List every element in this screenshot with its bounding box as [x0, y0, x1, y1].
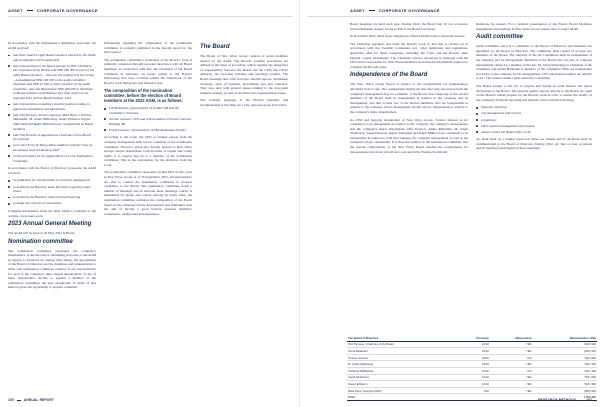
cell-presence: 10/10 [457, 361, 490, 368]
the-board-heading: The Board [200, 44, 230, 50]
paragraph: The Chairman organises and leads the Board's work so that this is carried out in accordance with the Swedish Companies Act, other legislation and regulations, applicable rules for listed companies, including the Code, and the Board's other internal control instruments. The Chairman follows operations in dialogue with the CEO and is responsible for other Board members receiving the information required to complete the Board's tasks. [350, 41, 468, 69]
committee-members-list [104, 106, 192, 132]
cell-remuneration: YES, 640 [533, 354, 597, 361]
cell-independent: YES [490, 341, 533, 348]
right-page [300, 0, 600, 407]
right-running-header [350, 8, 440, 13]
right-footer [538, 398, 592, 402]
left-header-label: ASSET [8, 8, 23, 13]
right-page-number: 107 [586, 398, 592, 402]
cell-remuneration: YES, 546 [533, 374, 597, 381]
cell-presence [457, 394, 490, 401]
cell-independent: NO [490, 354, 533, 361]
cell-presence: 10/10 [457, 381, 490, 388]
cell-remuneration: (000) 934 [533, 341, 597, 348]
composition-heading: The composition of the nomination committee, before the election of Board members at the 2023 AGM, is as follows: [104, 88, 184, 104]
cell-name: Christina Ståhlander [347, 367, 457, 374]
paragraph: Information regarding the composition of the nomination committee is normally published in the interim report for the third quarter. [104, 41, 192, 55]
right-footer-publication: RESEARCH METHODS [538, 398, 577, 402]
paragraph: The working language at the Board's meetings and documentation is Swedish. As a rule, between seven and twelve [200, 98, 288, 107]
table-row [347, 354, 597, 361]
cell-name: Torsten Jansson [347, 354, 457, 361]
cell-independent: YES [490, 361, 533, 368]
table-row [347, 367, 597, 374]
agm-resolution-list [8, 53, 96, 163]
agm-2023-text: The AGM will be held on 26 May 2023 in Borås. [8, 231, 75, 236]
cell-total-remuneration: 1 754 410 [533, 394, 597, 401]
cell-independent: YES [490, 381, 533, 388]
list-item: to re-elect Ernst & Young AB as auditors until the close of the Annual General Meeting 2023 [8, 143, 96, 152]
nomination-committee-heading: Nomination committee [8, 238, 73, 245]
right-column-1 [350, 22, 468, 157]
cell-independent: YES [490, 387, 533, 394]
cell-presence: 10/10 [457, 367, 490, 374]
cell-remuneration: (000) 434 [533, 348, 597, 355]
cell-independent: YES [490, 374, 533, 381]
cell-presence: 10/10 [457, 341, 490, 348]
independence-heading: Independence of the Board [350, 72, 428, 79]
header-divider-icon [27, 10, 33, 11]
cell-remuneration: (000) 323 [533, 387, 597, 394]
list-item: compliance [476, 118, 592, 123]
cell-presence: 10/10 [457, 348, 490, 355]
cell-independent: YES [490, 348, 533, 355]
footer-divider-icon [579, 400, 583, 401]
cell-total-label: Total [347, 394, 457, 401]
list-item: Frank Larsson, representative of Handelsbanken Fonder [104, 128, 192, 133]
cell-name: Mats Årjes (resigned 2022) [347, 387, 457, 394]
nomination-committee-text: The nomination committee represents the company's shareholders. It has the task of submitting proposals to the AGM in regards to decisions on, among other things, the appointment of the Board of Directors and its chairman, and remuneration to them. The nomination committee consists of one representative for each of the company's three largest shareholders. If any of these shareholder's decline to appoint a member of the nomination committee, the next shareholder in terms of size shall be given the opportunity to appoint a member. [8, 248, 96, 290]
cell-remuneration: YES, 566 [533, 381, 597, 388]
left-footer [8, 398, 54, 402]
paragraph: As CEO and majority shareholder of New Wave Group, Torsten Jansson is not considered to be independent in relation to the company, the company's management and the company's major shareholder. Olof Persson, Kinna Bellander, M. Johan Widerberg, Susan Eriksson, Ingrid Söderlund and Ralph Mühlrad are considered to be independent in relation to both the company, the company management as well as the company's major shareholder. It is thus the opinion of the nomination committee that the current compositions of the New Wave Board satisfies the requirements for independence laid down in both the Code and in the Nasdaq Stockholm [350, 117, 468, 154]
list-item: to authorise the Board to make decisions regarding share issues [8, 185, 96, 194]
table-row [347, 341, 597, 348]
table-row [347, 374, 597, 381]
left-column-3 [200, 41, 288, 111]
list-item: that remuneration to auditors shall be paid according to approved calculations and agreements [8, 102, 96, 111]
left-page-number: 100 [8, 398, 14, 402]
left-running-header [8, 8, 98, 13]
paragraph: AC shall meet on a regular basis four times per annum and its decisions shall be communicated to the Board of Directors. During 2022, AC met on four occasions and all members participated in these meetings. [476, 137, 592, 151]
right-header-section: CORPORATE GOVERNANCE [378, 8, 440, 13]
paragraph: The Board of New Wave Group consists of seven members elected by the AGM. The Board's working procedures are defined in the rules of procedure, which regulate the delegation of responsibility between the Board and the CEO, the CEO's authority, the reporting schedule and reporting routines. The Board meetings deal with forecasts, interim reports, investment decisions, sales of business, investments and new branches. They also deal with general issues relating to the long-term business strategy as well as structural and organisational issues. [200, 54, 288, 95]
list-item: to adopt new articles of association [8, 201, 96, 206]
list-item: to authorise the Board to raise external financing [8, 195, 96, 200]
table-row [347, 387, 597, 394]
left-header-rule [8, 16, 292, 17]
list-item: that Olof Persson is appointed as Chairman of the Board (re-elected) [8, 133, 96, 142]
left-column-2 [104, 41, 192, 219]
paragraph: The nomination committee's evaluation of the Board's work is primarily conducted through personal interviews with all Board members. In connection with this, the Chairman of the Board comments in particular on issues related to the Board's functioning that have occurred within the framework of the Board's work during the past financial year. [104, 57, 192, 85]
left-header-section: CORPORATE GOVERNANCE [36, 8, 98, 13]
cell-remuneration: YES, 546 [533, 361, 597, 368]
cell-presence: 10/10 [457, 354, 490, 361]
list-item: financial reporting [476, 105, 592, 110]
list-item: that Olof Persson, Torsten Jansson, Mats Årjes, Christina Ståhlander, M. Johan Widerberg, Susan Eriksson, Ingrid Söderlund and Ralph Mühlrad were re-appointed as Board members [8, 113, 96, 131]
cell-presence: 7/10 [457, 387, 490, 394]
list-item: on guidelines for remuneration to executive management [8, 178, 96, 183]
table-row [347, 361, 597, 368]
cell-name: M. Johan Widerberg [347, 361, 457, 368]
paragraph: In November 2022, Mats Årjes resigned as a Board member due to personal reasons. [350, 34, 466, 39]
list-item: other internal management and control [476, 124, 592, 129]
paragraph: The nomination committee represents around 66% of the votes in New Wave Group as of 30 September 2022. All shareholders are able to contact the nomination committee to propose candidates to the Board. The nomination committee holds a number of meetings and in between these meetings contact is maintained by phone and e-mail. Among its many tasks, the nomination committee evaluates the composition of the Board based on the company's future development and challenges with the aim of having a good balance between members' competence, background and experience. [104, 170, 192, 216]
audit-committee-heading: Audit committee [476, 34, 524, 41]
left-footer-publication: ANNUAL REPORT [23, 398, 55, 402]
agm-2023-heading: 2023 Annual General Meeting [8, 221, 92, 228]
cell-name: Susan Eriksson [347, 381, 457, 388]
header-divider-icon [369, 10, 375, 11]
paragraph: Audit committee (AC) is a committee to the Board of Directors and members are appointed by the Board of Directors. The committee shall consist of at least two members of the Board. The majority of the AC's members shall be independent of the company and its management. Members of the Board who are part of company management cannot be a member of the AC. M. Johan Widerberg is Chairman of the committee and Kinna Bellander is member of the committee. Both are independent in relation to the company and its management. CFO and internal auditor are adjunct to AC. The external auditor shall attend AC's meetings. [476, 44, 592, 81]
list-item: Ulf Hedlundh, representative of Svolder AB and the committee's chairman [104, 106, 192, 115]
paragraph: Board meetings are held each year. During 2022, the Board met 10 ten occasions. Göran Hedlundh, Atajsty Group (CEO, is the Board's secretary. [350, 22, 468, 31]
column-header: Independent [490, 335, 533, 341]
right-header-label: ASSET [350, 8, 365, 13]
cell-name: Kinna Bellander [347, 348, 457, 355]
list-item: that there shall be eight Board members elected by the AGM, and no deputies will be appointed [8, 53, 96, 62]
agm-resolution-intro: In accordance with the Nomination Committee's proposals, the AGM resolved: [8, 41, 96, 50]
left-column-1 [8, 41, 96, 293]
board-of-directors-table [347, 335, 597, 401]
column-header: Presence [457, 335, 490, 341]
paragraph: According to the Code, the CEO or another person from the company management shall not be a member of the nomination committee. However, given that Torsten Jansson is New Wave Group's largest shareholder, both in terms of capital and voting rights, it is natural that he is a member of the nomination committee. This is the explanation for the deviation from the Code. [104, 135, 192, 167]
board-proposal-list [8, 178, 96, 205]
right-header-rule [308, 16, 592, 17]
paragraph: The New Wave Group Board is subject to the requirements for independence described in the Code. The requirements mainly involve that only one person from the company's management may be a member of the Board, that a majority of the elected members of the Board shall be independent in relation to the company and its management, and that at least two of the elected members who are independent in relation to the company and its management should also be independent in relation to the company's major shareholders. [350, 82, 468, 114]
audit-tasks-list [476, 105, 592, 134]
list-item: matters which the Board refers to AC [476, 130, 592, 135]
cell-presence: 10/10 [457, 374, 490, 381]
cell-name: Olof Persson, Chairman of the Board [347, 341, 457, 348]
board-proposal-intro: In accordance with the Board of Directors' proposals, the AGM resolved: [8, 166, 96, 175]
list-item: Torsten Jansson, CEO and representative of Torsten Jansson Holding AB [104, 117, 192, 126]
paragraph: Rulebook for issuers. For a detailed presentation of the Board, Board Members assignments and holdings in New Wave Group, please refer to pages 92-96. [476, 22, 592, 31]
table-row [347, 348, 597, 355]
right-column-2 [476, 22, 592, 154]
column-header: Remuneration, SEK [533, 335, 597, 341]
cell-remuneration: YES, 396 [533, 367, 597, 374]
paragraph: The Board assigns to the AC to prepare and decide on audit matters and report discussions to the Board. The external auditor reports directly to the Board. AC shall on the Board's behalf prepare for the Board's work in order to ensure the quality of the company's financial reporting and internal control and the following: [476, 83, 592, 102]
list-item: risk management and control [476, 111, 592, 116]
list-item: on the principles for the appointment of a new Nomination Committee [8, 154, 96, 163]
list-item: that remuneration to the Board amount to SEK 740 000 to the Chairman of the Board, and SEK 280 000 to each of the other Board members – who are not employed in the Group – and additional SEK 190 000 to the audit committee chairman and SEK 95 000 to other members of the audit committee. Also, the Board have SEK 180 000 to distribute to Board members contributing more than what is to be expected from normal Board member work [8, 64, 96, 101]
column-header: The Board of Directors [347, 335, 457, 341]
table-row [347, 381, 597, 388]
agm-minutes-note: Complete information about the 2022 AGM is available on the website, www.asset.se/en. [8, 208, 96, 218]
cell-name: Ingrid Söderlund [347, 374, 457, 381]
cell-independent [490, 394, 533, 401]
cell-independent: NO [490, 367, 533, 374]
footer-divider-icon [17, 400, 21, 401]
